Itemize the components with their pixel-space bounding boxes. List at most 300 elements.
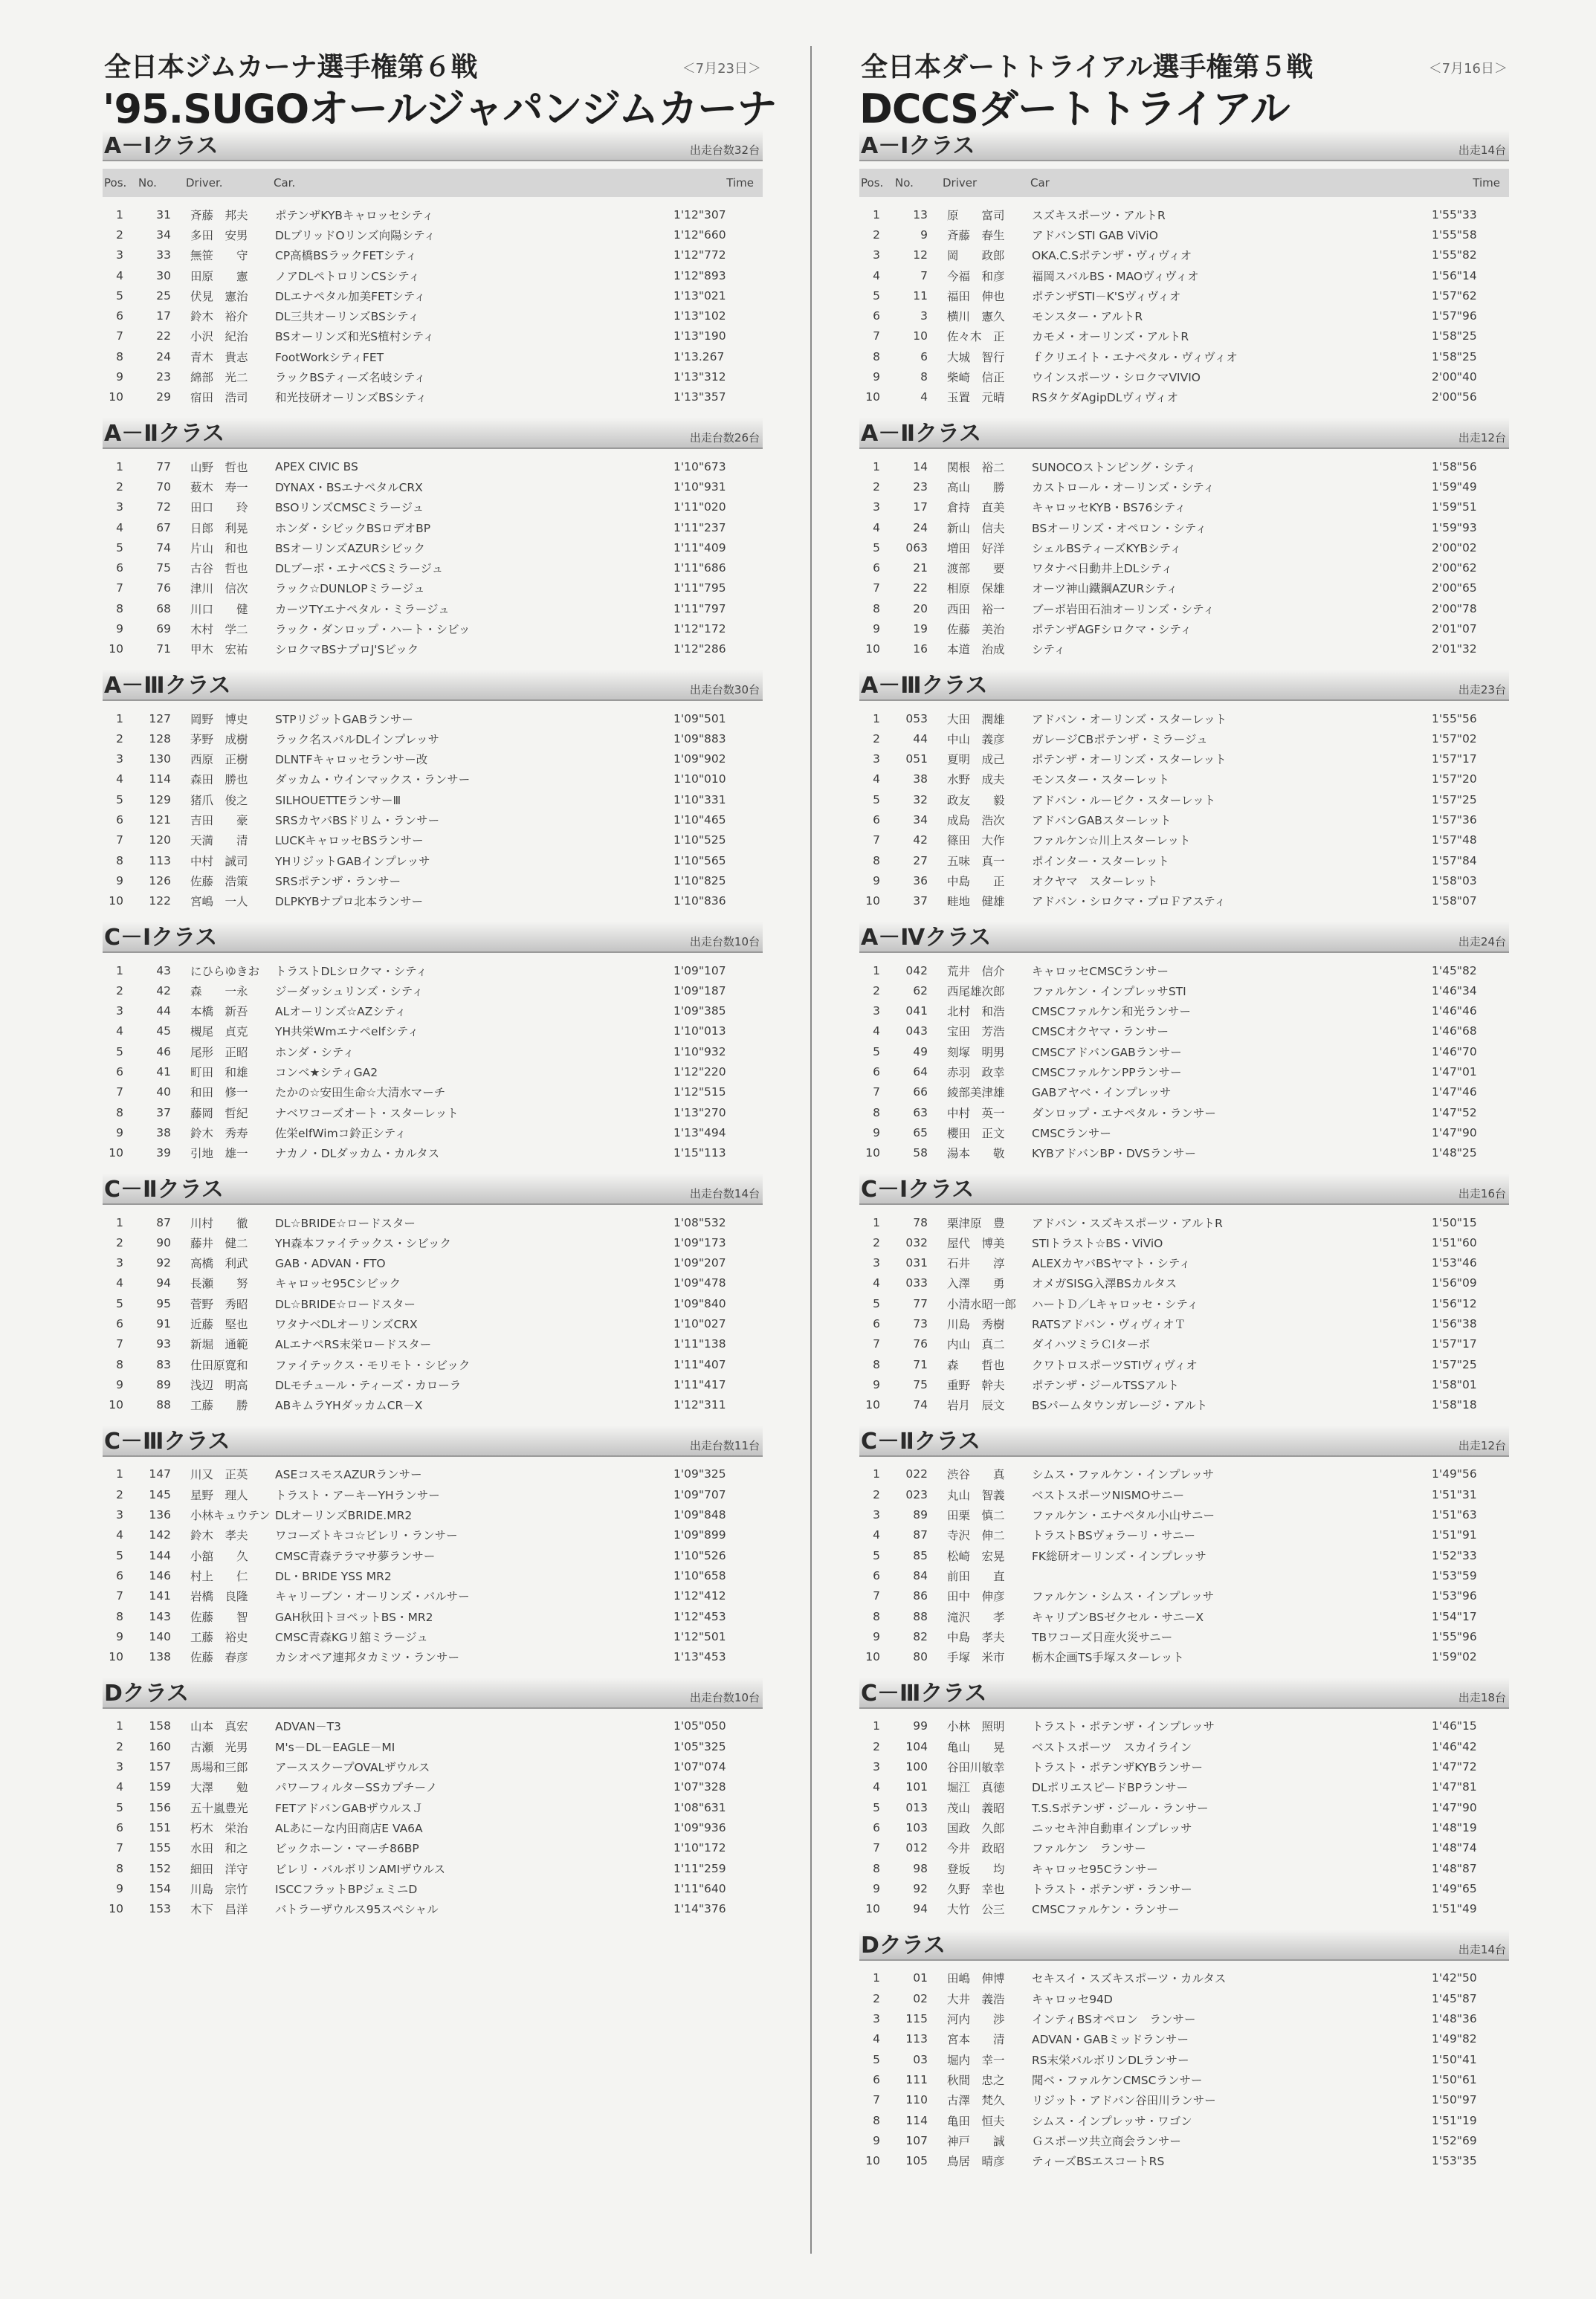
table-row: [103, 1374, 763, 1394]
driver-cell: 中島 孝夫: [947, 1630, 1005, 1644]
driver-cell: 鳥居 晴彦: [947, 2155, 1005, 2169]
table-row: [103, 1504, 763, 1524]
car-number-cell: 74: [913, 1398, 928, 1412]
class-name: C－Ⅱクラス: [861, 1428, 980, 1455]
driver-cell: 無笹 守: [190, 249, 248, 263]
time-cell: 1'56"14: [1432, 268, 1477, 282]
car-number-cell: 155: [149, 1841, 171, 1855]
time-cell: 1'09"899: [673, 1528, 726, 1542]
car-name-cell: ADVAN・GABミッドランサー: [1032, 2033, 1189, 2047]
car-number-cell: 82: [913, 1629, 928, 1643]
time-cell: 1'10"932: [673, 1044, 726, 1058]
time-cell: 1'50"41: [1432, 2052, 1477, 2066]
driver-cell: 古谷 哲也: [190, 562, 248, 576]
car-number-cell: 89: [913, 1508, 928, 1522]
table-row: [103, 1143, 763, 1163]
table-row: [103, 346, 763, 366]
car-name-cell: ポテンザ・オーリンズ・スターレット: [1032, 753, 1227, 767]
position-cell: 8: [873, 1609, 880, 1623]
car-number-cell: 23: [156, 370, 171, 384]
car-name-cell: カシオペア連邦タカミツ・ランサー: [275, 1651, 460, 1665]
car-name-cell: ALEXカヤバBSヤマト・シティ: [1032, 1257, 1191, 1271]
driver-cell: 甲木 宏祐: [190, 643, 248, 657]
car-name-cell: カモメ・オーリンズ・アルトR: [1032, 330, 1189, 344]
car-name-cell: ALエナペRS末栄ロードスター: [275, 1338, 432, 1352]
table-row: [859, 1777, 1509, 1797]
time-cell: 1'58"25: [1432, 349, 1477, 363]
car-name-cell: DLモチュール・ティーズ・カローラ: [275, 1378, 462, 1392]
car-number-cell: 129: [149, 792, 171, 806]
class-section: [859, 1426, 1509, 1672]
table-row: [103, 1061, 763, 1081]
time-cell: 1'47"46: [1432, 1085, 1477, 1099]
table-row: [859, 789, 1509, 809]
car-number-cell: 41: [156, 1065, 171, 1079]
car-number-cell: 144: [149, 1548, 171, 1562]
car-number-cell: 44: [913, 731, 928, 746]
car-name-cell: シムス・インプレッサ・ワゴン: [1032, 2114, 1192, 2128]
table-row: [859, 1061, 1509, 1081]
driver-cell: 前田 直: [947, 1569, 1005, 1583]
car-name-cell: ABキムラYHダッカムCR－X: [275, 1399, 423, 1413]
car-number-cell: 122: [149, 894, 171, 908]
car-name-cell: ADVAN－T3: [275, 1720, 341, 1734]
position-cell: 3: [873, 1004, 880, 1018]
driver-cell: 玉置 元晴: [947, 391, 1005, 405]
driver-cell: 田中 伸彦: [947, 1590, 1005, 1604]
position-cell: 7: [873, 1337, 880, 1351]
time-cell: 1'49"65: [1432, 1881, 1477, 1895]
table-row: [859, 1586, 1509, 1606]
time-cell: 1'59"02: [1432, 1650, 1477, 1664]
driver-cell: 岡野 博史: [190, 712, 248, 726]
car-number-cell: 105: [905, 2154, 928, 2168]
car-number-cell: 101: [905, 1780, 928, 1794]
position-cell: 5: [873, 1800, 880, 1814]
car-name-cell: 福岡スバルBS・MAOヴィヴィオ: [1032, 269, 1199, 283]
time-cell: 1'11"237: [673, 520, 726, 534]
position-cell: 6: [116, 1317, 123, 1330]
car-number-cell: 75: [156, 561, 171, 575]
class-section: [103, 1426, 763, 1672]
time-cell: 1'10"825: [673, 873, 726, 887]
class-results-list: [103, 130, 763, 1924]
position-cell: 2: [116, 731, 123, 746]
position-cell: 4: [873, 520, 880, 534]
position-cell: 10: [865, 1146, 880, 1160]
table-row: [859, 809, 1509, 830]
time-cell: 1'45"82: [1432, 963, 1477, 977]
position-cell: 9: [116, 1629, 123, 1643]
car-number-cell: 13: [913, 207, 928, 222]
table-row: [859, 1273, 1509, 1293]
car-number-cell: 031: [905, 1256, 928, 1270]
car-number-cell: 75: [913, 1377, 928, 1391]
driver-cell: 山本 真宏: [190, 1720, 248, 1734]
driver-cell: 入澤 勇: [947, 1277, 1005, 1291]
car-number-cell: 30: [156, 268, 171, 282]
driver-cell: 櫻田 正文: [947, 1126, 1005, 1140]
driver-cell: 石井 淳: [947, 1257, 1005, 1271]
driver-cell: 古瀬 光男: [190, 1740, 248, 1754]
driver-cell: 五十嵐豊光: [190, 1801, 248, 1815]
time-cell: 1'48"36: [1432, 2012, 1477, 2026]
class-section: [103, 1678, 763, 1924]
time-cell: 1'48"19: [1432, 1820, 1477, 1834]
car-number-cell: 01: [913, 1971, 928, 1985]
car-number-cell: 73: [913, 1317, 928, 1330]
car-name-cell: キャロッセ95Cシビック: [275, 1277, 401, 1291]
class-section: [103, 418, 763, 664]
table-row: [103, 1565, 763, 1585]
position-cell: 8: [116, 853, 123, 867]
position-cell: 2: [873, 1487, 880, 1501]
car-number-cell: 023: [905, 1487, 928, 1501]
class-name: C－Ⅱクラス: [104, 1176, 224, 1203]
table-row: [859, 1395, 1509, 1415]
position-cell: 7: [116, 329, 123, 343]
table-row: [103, 1525, 763, 1545]
position-cell: 7: [873, 1085, 880, 1099]
time-cell: 1'49"82: [1432, 2032, 1477, 2046]
driver-cell: 村上 仁: [190, 1569, 248, 1583]
table-row: [859, 1001, 1509, 1021]
table-row: [859, 537, 1509, 557]
car-name-cell: M's－DL－EAGLE－MI: [275, 1740, 395, 1754]
car-number-cell: 63: [913, 1105, 928, 1119]
car-number-cell: 158: [149, 1719, 171, 1733]
car-number-cell: 100: [905, 1760, 928, 1774]
position-cell: 4: [873, 1528, 880, 1542]
car-name-cell: アーススクープOVALザウルス: [275, 1761, 430, 1775]
car-name-cell: ポテンザ・ジールTSSアルト: [1032, 1378, 1179, 1392]
time-cell: 1'10"673: [673, 459, 726, 473]
time-cell: 1'07"074: [673, 1760, 726, 1774]
car-name-cell: SILHOUETTEランサーⅢ: [275, 793, 401, 807]
car-name-cell: トラストBSヴォラーリ・サニー: [1032, 1529, 1195, 1543]
car-number-cell: 78: [913, 1215, 928, 1229]
time-cell: 1'15"113: [673, 1146, 726, 1160]
table-row: [859, 1504, 1509, 1524]
car-number-cell: 110: [905, 2093, 928, 2107]
table-row: [859, 598, 1509, 618]
driver-cell: 内山 真二: [947, 1338, 1005, 1352]
class-section: [859, 130, 1509, 412]
table-row: [859, 1041, 1509, 1061]
car-name-cell: ポインター・スターレット: [1032, 854, 1169, 868]
table-row: [103, 1102, 763, 1122]
driver-cell: 増田 好洋: [947, 541, 1005, 555]
time-cell: 2'01"07: [1432, 621, 1477, 636]
car-name-cell: ワタナベDLオーリンズCRX: [275, 1318, 418, 1331]
car-name-cell: アドバンGABスターレット: [1032, 814, 1172, 828]
driver-cell: 吉田 豪: [190, 814, 248, 828]
car-name-cell: ティーズBSエスコートRS: [1032, 2155, 1165, 2169]
car-number-cell: 72: [156, 500, 171, 514]
table-row: [859, 346, 1509, 366]
position-cell: 1: [873, 963, 880, 977]
time-cell: 1'12"772: [673, 248, 726, 262]
car-name-cell: ポテンザAGFシロクマ・シティ: [1032, 622, 1192, 636]
time-cell: 1'14"376: [673, 1902, 726, 1916]
time-cell: 1'59"49: [1432, 479, 1477, 494]
position-cell: 2: [873, 1991, 880, 2005]
driver-cell: 和田 修一: [190, 1086, 248, 1100]
position-cell: 8: [873, 1357, 880, 1371]
time-cell: 1'13"494: [673, 1125, 726, 1139]
car-name-cell: ノアDLペトロリンCSシティ: [275, 269, 420, 283]
driver-cell: 今井 政昭: [947, 1842, 1005, 1856]
driver-cell: 佐藤 智: [190, 1610, 248, 1624]
table-row: [859, 265, 1509, 285]
car-name-cell: DLブーボ・エナペCSミラージュ: [275, 562, 444, 576]
table-row: [859, 2130, 1509, 2150]
driver-cell: 国政 久郎: [947, 1821, 1005, 1835]
table-row: [103, 1334, 763, 1354]
time-cell: 1'59"93: [1432, 520, 1477, 534]
car-number-cell: 136: [149, 1508, 171, 1522]
driver-cell: 朽木 栄治: [190, 1821, 248, 1835]
position-cell: 2: [116, 1739, 123, 1753]
car-name-cell: SUNOCOストンピング・シティ: [1032, 460, 1197, 474]
time-cell: 1'12"220: [673, 1065, 726, 1079]
table-row: [103, 578, 763, 598]
entry-count: 出走12台: [1458, 430, 1506, 444]
table-row: [103, 598, 763, 618]
position-cell: 4: [116, 1276, 123, 1290]
car-name-cell: CP高橋BSラックFETシティ: [275, 249, 417, 263]
driver-cell: 青木 貴志: [190, 350, 248, 364]
table-row: [103, 1464, 763, 1484]
driver-cell: 水田 和之: [190, 1842, 248, 1856]
position-cell: 9: [116, 1377, 123, 1391]
time-cell: 1'10"027: [673, 1317, 726, 1330]
table-row: [859, 1212, 1509, 1232]
position-cell: 6: [116, 1065, 123, 1079]
class-section: [103, 670, 763, 916]
position-cell: 4: [873, 2032, 880, 2046]
car-number-cell: 126: [149, 873, 171, 887]
car-number-cell: 12: [913, 248, 928, 262]
driver-cell: 中村 英一: [947, 1106, 1005, 1120]
car-number-cell: 62: [913, 983, 928, 997]
position-cell: 1: [873, 459, 880, 473]
table-row: [859, 1293, 1509, 1313]
position-cell: 4: [116, 1780, 123, 1794]
driver-cell: 岩橋 良隆: [190, 1590, 248, 1604]
entry-count: 出走14台: [1458, 143, 1506, 157]
driver-cell: 渋谷 真: [947, 1468, 1005, 1482]
table-row: [859, 2090, 1509, 2110]
class-header: [859, 922, 1509, 953]
position-cell: 6: [116, 561, 123, 575]
time-cell: 1'57"62: [1432, 288, 1477, 303]
car-name-cell: ダンロップ・エナペタル・ランサー: [1032, 1106, 1216, 1120]
time-cell: 1'55"56: [1432, 711, 1477, 725]
driver-cell: 片山 和也: [190, 541, 248, 555]
position-cell: 1: [116, 1467, 123, 1481]
position-cell: 2: [873, 1739, 880, 1753]
car-name-cell: キャリブンBSゼクセル・サニーX: [1032, 1610, 1204, 1624]
time-cell: 1'10"931: [673, 479, 726, 494]
table-row: [859, 1898, 1509, 1918]
position-cell: 5: [116, 1044, 123, 1058]
car-name-cell: BSパームタウンガレージ・アルト: [1032, 1399, 1208, 1413]
car-name-cell: キャロッセ94D: [1032, 1992, 1113, 2006]
time-cell: 1'10"526: [673, 1548, 726, 1562]
position-cell: 3: [873, 2012, 880, 2026]
car-name-cell: シティ: [1032, 643, 1066, 657]
time-cell: 1'46"68: [1432, 1024, 1477, 1038]
table-row: [859, 1484, 1509, 1504]
car-name-cell: ポテンザSTI－K'Sヴィヴィオ: [1032, 289, 1181, 303]
car-number-cell: 33: [156, 248, 171, 262]
column-header-driver: Driver.: [186, 176, 223, 190]
driver-cell: 槻尾 貞克: [190, 1025, 248, 1039]
driver-cell: 長瀬 努: [190, 1277, 248, 1291]
table-row: [103, 387, 763, 407]
position-cell: 3: [116, 248, 123, 262]
entry-count: 出走23台: [1458, 682, 1506, 696]
class-header: [859, 1174, 1509, 1205]
driver-cell: 星野 理人: [190, 1488, 248, 1502]
position-cell: 10: [109, 390, 123, 404]
car-number-cell: 053: [905, 711, 928, 725]
time-cell: 1'57"96: [1432, 309, 1477, 323]
car-name-cell: モンスター・スターレット: [1032, 773, 1170, 787]
driver-cell: 大澤 勉: [190, 1781, 248, 1795]
table-row: [859, 1021, 1509, 1041]
position-cell: 3: [873, 1256, 880, 1270]
position-cell: 7: [873, 1841, 880, 1855]
driver-cell: 屋代 博美: [947, 1236, 1005, 1250]
driver-cell: 篠田 大作: [947, 834, 1005, 848]
table-row: [859, 1878, 1509, 1898]
results-table: [103, 701, 763, 916]
class-section: [859, 418, 1509, 664]
driver-cell: 日郎 利晃: [190, 521, 248, 535]
position-cell: 6: [873, 813, 880, 827]
time-cell: 1'52"33: [1432, 1548, 1477, 1562]
driver-cell: 関根 裕二: [947, 460, 1005, 474]
time-cell: 1'51"63: [1432, 1508, 1477, 1522]
position-cell: 10: [865, 894, 880, 908]
car-number-cell: 160: [149, 1739, 171, 1753]
table-row: [103, 305, 763, 326]
position-cell: 5: [873, 540, 880, 554]
position-cell: 2: [116, 227, 123, 242]
car-number-cell: 67: [156, 520, 171, 534]
time-cell: 1'12"412: [673, 1589, 726, 1603]
table-row: [859, 960, 1509, 980]
position-cell: 9: [873, 1881, 880, 1895]
time-cell: 1'12"660: [673, 227, 726, 242]
table-row: [859, 497, 1509, 517]
position-cell: 6: [873, 309, 880, 323]
car-number-cell: 7: [920, 268, 928, 282]
car-number-cell: 71: [913, 1357, 928, 1371]
table-row: [859, 769, 1509, 789]
driver-cell: 西原 正樹: [190, 753, 248, 767]
time-cell: 1'47"90: [1432, 1800, 1477, 1814]
time-cell: 1'55"82: [1432, 248, 1477, 262]
table-row: [859, 366, 1509, 387]
position-cell: 7: [116, 833, 123, 847]
driver-cell: 小林 照明: [947, 1720, 1005, 1734]
car-name-cell: CMSCファルケン・ランサー: [1032, 1903, 1180, 1917]
time-cell: 1'11"640: [673, 1881, 726, 1895]
table-row: [103, 245, 763, 265]
table-row: [103, 1878, 763, 1898]
car-name-cell: STPリジットGABランサー: [275, 712, 413, 726]
time-cell: 1'57"17: [1432, 1337, 1477, 1351]
driver-cell: 登坂 均: [947, 1862, 1005, 1876]
position-cell: 10: [109, 894, 123, 908]
driver-cell: 福田 伸也: [947, 289, 1005, 303]
car-number-cell: 69: [156, 621, 171, 636]
driver-cell: 高山 勝: [947, 480, 1005, 494]
driver-cell: 田原 憲: [190, 269, 248, 283]
car-name-cell: ベストスポーツ スカイライン: [1032, 1740, 1192, 1754]
car-name-cell: CMSCファルケンPPランサー: [1032, 1066, 1182, 1080]
table-row: [103, 517, 763, 537]
car-name-cell: ハートＤ／Lキャロッセ・シティ: [1032, 1297, 1199, 1311]
table-row: [103, 1898, 763, 1918]
driver-cell: 小沢 紀治: [190, 330, 248, 344]
class-header: [859, 670, 1509, 701]
car-number-cell: 012: [905, 1841, 928, 1855]
time-cell: 1'13"357: [673, 390, 726, 404]
car-name-cell: ホンダ・シビックBSロデオBP: [275, 521, 431, 535]
position-cell: 10: [109, 642, 123, 656]
time-cell: 1'50"61: [1432, 2072, 1477, 2086]
table-row: [103, 830, 763, 850]
position-cell: 9: [873, 621, 880, 636]
class-section: [859, 1930, 1509, 2176]
table-row: [859, 1545, 1509, 1565]
results-table: [103, 1457, 763, 1672]
time-cell: 1'08"532: [673, 1215, 726, 1229]
driver-cell: 谷田川敏幸: [947, 1761, 1005, 1775]
table-row: [103, 285, 763, 305]
car-name-cell: CMSC青森テラマサ夢ランサー: [275, 1549, 436, 1563]
position-cell: 10: [865, 2154, 880, 2168]
driver-cell: 河内 渉: [947, 2013, 1005, 2027]
driver-cell: 藤井 健二: [190, 1236, 248, 1250]
driver-cell: 丸山 智義: [947, 1488, 1005, 1502]
time-cell: 1'10"331: [673, 792, 726, 806]
table-row: [103, 618, 763, 638]
car-number-cell: 9: [920, 227, 928, 242]
class-section: [859, 670, 1509, 916]
time-cell: 1'09"173: [673, 1235, 726, 1249]
position-cell: 1: [116, 207, 123, 222]
position-cell: 9: [873, 2133, 880, 2147]
class-name: C－Ⅲクラス: [861, 1680, 987, 1707]
table-row: [859, 2069, 1509, 2089]
position-cell: 9: [116, 873, 123, 887]
driver-cell: 鈴木 秀寿: [190, 1126, 248, 1140]
time-cell: 1'53"46: [1432, 1256, 1477, 1270]
table-row: [103, 224, 763, 245]
position-cell: 6: [873, 1065, 880, 1079]
time-cell: 1'51"91: [1432, 1528, 1477, 1542]
driver-cell: 相原 保雄: [947, 582, 1005, 596]
driver-cell: 引地 雄一: [190, 1147, 248, 1161]
car-name-cell: アドバン・ルービク・スターレット: [1032, 793, 1216, 807]
car-number-cell: 23: [913, 479, 928, 494]
position-cell: 5: [116, 1548, 123, 1562]
